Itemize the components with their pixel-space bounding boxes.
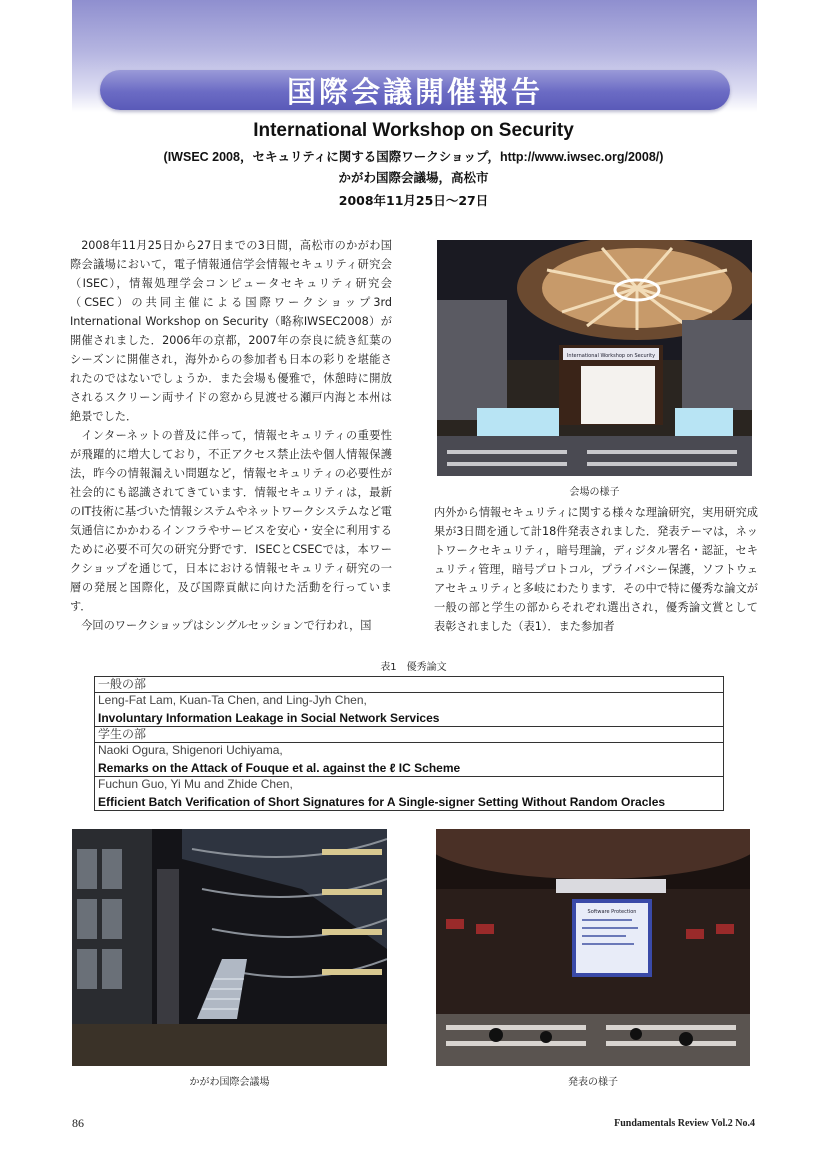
table-row [95, 727, 724, 743]
award-title: Efficient Batch Verification of Short Signatures for A Single-signer Setting Without Random Oracles [98, 795, 666, 809]
title-subtitle: (IWSEC 2008，セキュリティに関する国際ワークショップ，http://www.iwsec.org/2008/) [163, 150, 664, 164]
title-banner [100, 70, 730, 110]
venue-line: かがわ国際会議場，高松市 [338, 170, 489, 185]
body-right-column [434, 503, 758, 636]
screen-banner-text: International Workshop on Security [566, 353, 656, 359]
award-title: Remarks on the Attack of Fouque et al. against the ℓ IC Scheme [98, 761, 461, 775]
award-authors: Fuchun Guo, Yi Mu and Zhide Chen, [98, 777, 293, 791]
title-english: International Workshop on Security [253, 120, 574, 141]
journal-name: Fundamentals Review Vol.2 No.4 [614, 1118, 755, 1129]
paragraph: 内外から情報セキュリティに関する様々な理論研究，実用研究成果が3日間を通して計18件発表されました．発表テーマは，ネットワークセキュリティ，暗号理論，ディジタル署名・認証，セキュリティ管理，暗号プロトコル，プライバシー保護，ソフトウェアセキュリティと多岐にわたります．その中で特に優秀な論文が一般の部と学生の部からそれぞれ選出され，優秀論文賞として表彰されました（表1）．また参加者 [434, 506, 758, 633]
table-caption: 表1 優秀論文 [380, 662, 447, 673]
page-number: 86 [72, 1116, 84, 1130]
presentation-photo-caption: 発表の様子 [568, 1077, 618, 1088]
hall-photo-caption: 会場の様子 [569, 487, 620, 498]
award-entry [95, 777, 724, 811]
award-authors: Naoki Ogura, Shigenori Uchiyama, [98, 743, 283, 757]
building-photo-caption: かがわ国際会議場 [189, 1077, 270, 1088]
table-row [95, 693, 724, 727]
award-entry [95, 693, 724, 727]
category-general: 一般の部 [95, 677, 724, 693]
category-student: 学生の部 [95, 727, 724, 743]
building-photo [72, 829, 387, 1066]
table-row [95, 777, 724, 811]
paragraph: 2008年11月25日から27日までの3日間，高松市のかがわ国際会議場において，電子情報通信学会情報セキュリティ研究会（ISEC），情報処理学会コンピュータセキュリティ研究会（CSEC）の共同主催による国際ワークショップ3rd International Workshop on Security（略称IWSEC2008）が開催されました．2006年の京都，2007年の奈良に続き紅葉のシーズンに開催され，海外からの参加者も日本の彩りを堪能されたのではないでしょうか．また会場も優雅で，休憩時に開放されるスクリーン両サイドの窓から見渡せる瀬戸内海と本州は絶景でした． [70, 239, 392, 423]
table-row [95, 743, 724, 777]
paragraph: インターネットの普及に伴って，情報セキュリティの重要性が飛躍的に増大しており，不正アクセス禁止法や個人情報保護法，昨今の情報漏えい問題など，情報セキュリティの必要性が社会的にも認識されてきています．情報セキュリティは，最新のIT技術に基づいた情報システムやネットワークシステムなど電気通信にかかわるインフラやサービスを安心・安全に利用するために必要不可欠の研究分野です．ISECとCSECでは，本ワークショップを通じて，日本における情報セキュリティ研究の一層の発展と国際化，及び国際貢献に向けた活動を行っています． [70, 429, 392, 613]
award-authors: Leng-Fat Lam, Kuan-Ta Chen, and Ling-Jyh Chen, [98, 693, 367, 707]
table-row [95, 677, 724, 693]
paragraph: 今回のワークショップはシングルセッションで行われ，国 [81, 619, 372, 632]
date-line: 2008年11月25日〜27日 [338, 193, 489, 208]
presentation-photo [436, 829, 750, 1066]
award-title: Involuntary Information Leakage in Social Network Services [98, 711, 440, 725]
award-table [94, 676, 724, 811]
body-left-column [70, 236, 392, 635]
slide-heading-text: Software Protection [587, 909, 637, 915]
award-entry [95, 743, 724, 777]
page-title: 国際会議開催報告 [286, 74, 543, 109]
hall-photo [437, 240, 752, 476]
